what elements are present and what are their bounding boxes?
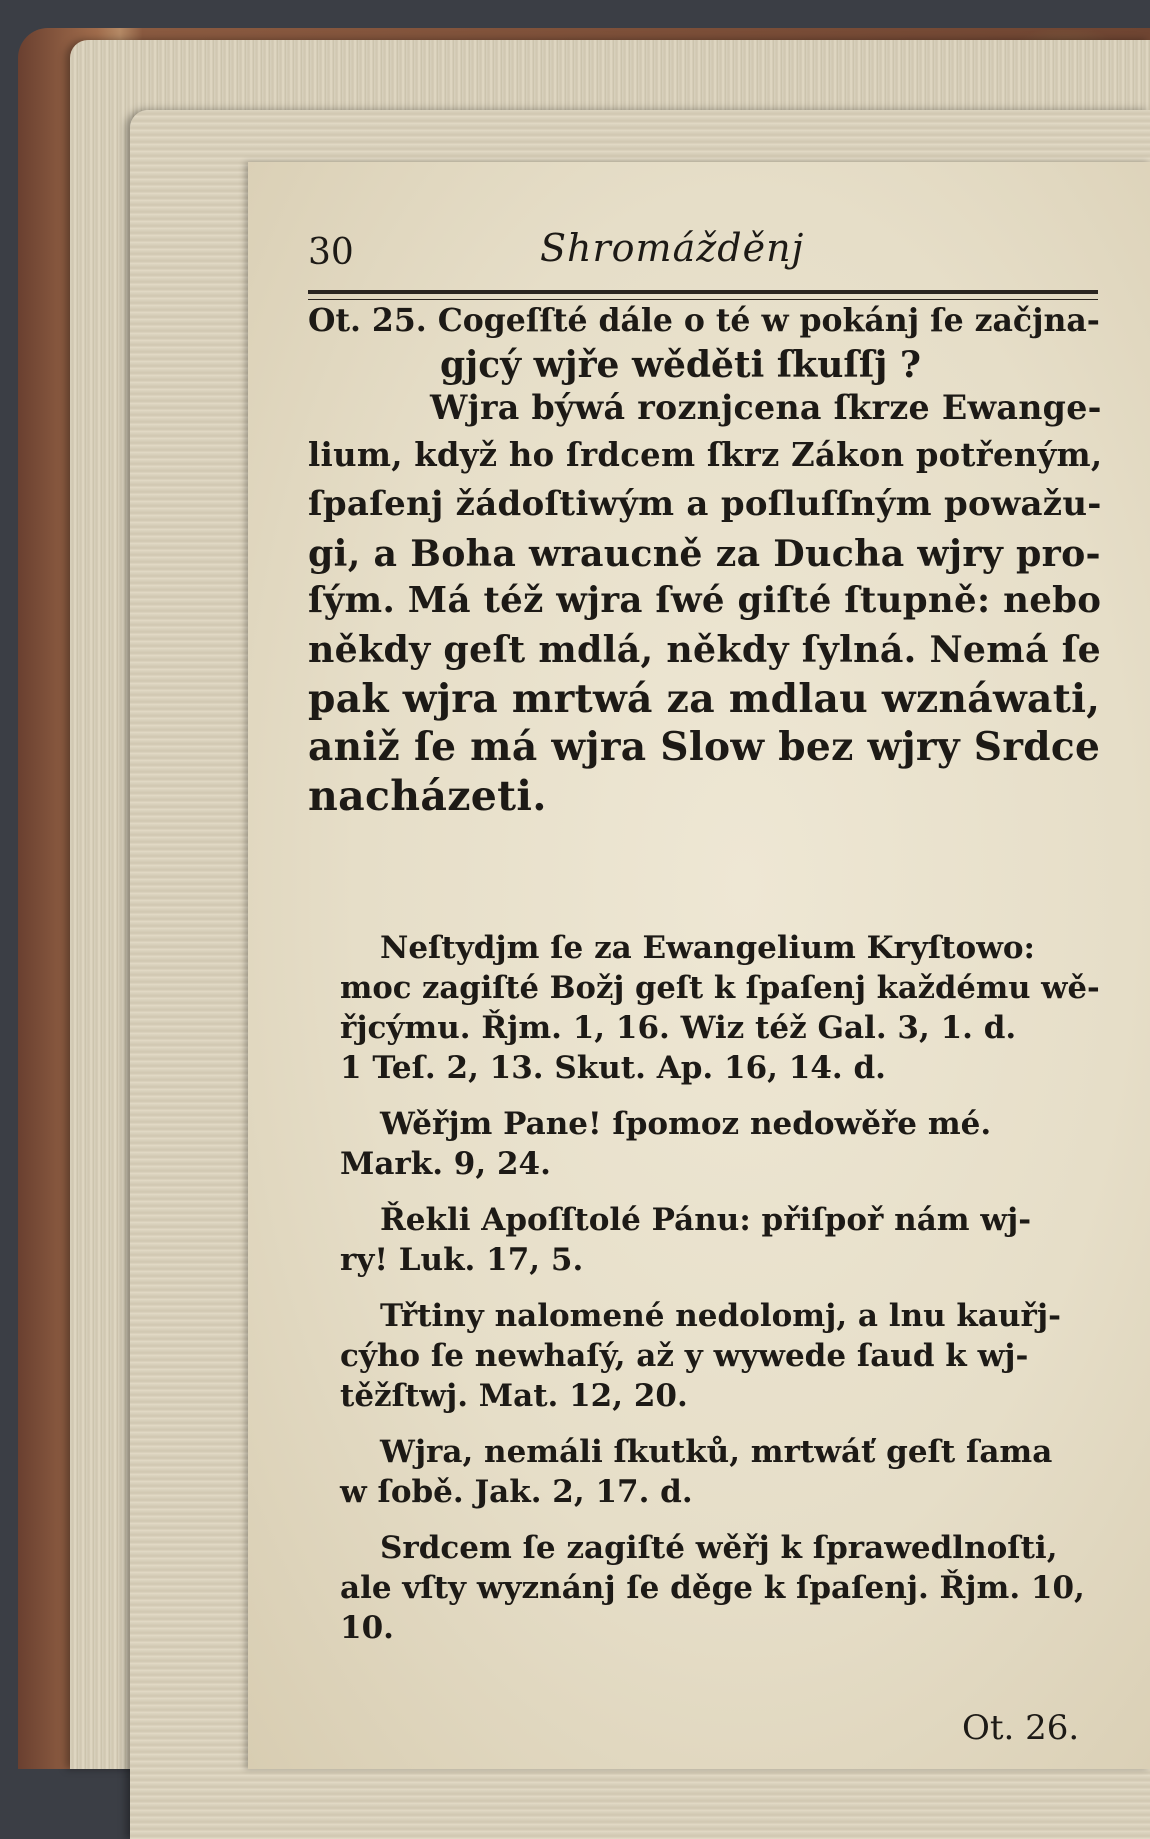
verse-line: těžſtwj. Mat. 12, 20. bbox=[340, 1378, 688, 1414]
answer-line: ſpaſenj žádoſtiwým a poſluſſným powažu- bbox=[308, 484, 1102, 524]
verse-line: 10. bbox=[340, 1610, 394, 1646]
verse-line: Wjra, nemáli ſkutků, mrtwáť geſt ſama bbox=[380, 1434, 1053, 1470]
answer-line: pak wjra mrtwá za mdlau wznáwati, bbox=[308, 676, 1101, 722]
running-title: Shromážděnj bbox=[540, 226, 805, 270]
answer-line: nacházeti. bbox=[308, 772, 547, 820]
verse-line: Neſtydjm ſe za Ewangelium Kryſtowo: bbox=[380, 930, 1035, 966]
question-line: gjcý wjře wěděti ſkuſſj ? bbox=[440, 344, 922, 386]
verse-line: Řekli Apoſſtolé Pánu: přiſpoř nám wj- bbox=[380, 1202, 1032, 1238]
page-number: 30 bbox=[308, 232, 354, 273]
verse-line: Srdcem ſe zagiſté wěřj k ſprawedlnoſti, bbox=[380, 1530, 1058, 1566]
answer-line: gi, a Boha wraucně za Ducha wjry pro- bbox=[308, 532, 1101, 575]
answer-line: aniž ſe má wjra Slow bez wjry Srdce bbox=[308, 724, 1101, 770]
answer-line: Wjra býwá roznjcena ſkrze Ewange- bbox=[430, 388, 1102, 427]
verse-line: w ſobě. Jak. 2, 17. d. bbox=[340, 1474, 693, 1510]
verse-line: Třtiny nalomené nedolomj, a lnu kauřj- bbox=[380, 1298, 1061, 1334]
verse-line: Wěřjm Pane! ſpomoz nedowěře mé. bbox=[380, 1106, 992, 1142]
question-line: Ot. 25. Cogeſſté dále o té w pokánj ſe začjna- bbox=[308, 302, 1100, 339]
verse-line: ale vſty wyznánj ſe děge k ſpaſenj. Řjm. 10, bbox=[340, 1570, 1085, 1606]
answer-line: někdy geſt mdlá, někdy ſylná. Nemá ſe bbox=[308, 628, 1101, 671]
verse-line: 1 Teſ. 2, 13. Skut. Ap. 16, 14. d. bbox=[340, 1050, 886, 1086]
verse-line: řjcýmu. Řjm. 1, 16. Wiz též Gal. 3, 1. d. bbox=[340, 1010, 1017, 1046]
verse-line: Mark. 9, 24. bbox=[340, 1146, 551, 1182]
verse-line: ry! Luk. 17, 5. bbox=[340, 1242, 584, 1278]
verse-line: cýho ſe newhaſý, až y wywede ſaud k wj- bbox=[340, 1338, 1029, 1374]
verse-line: moc zagiſté Božj geſt k ſpaſenj každému wě- bbox=[340, 970, 1100, 1006]
answer-line: lium, když ho ſrdcem ſkrz Zákon potřeným, bbox=[308, 436, 1103, 474]
answer-line: ſým. Má též wjra ſwé giſté ſtupně: nebo bbox=[308, 580, 1102, 621]
header-rule bbox=[308, 290, 1098, 300]
catchword: Ot. 26. bbox=[962, 1708, 1080, 1748]
